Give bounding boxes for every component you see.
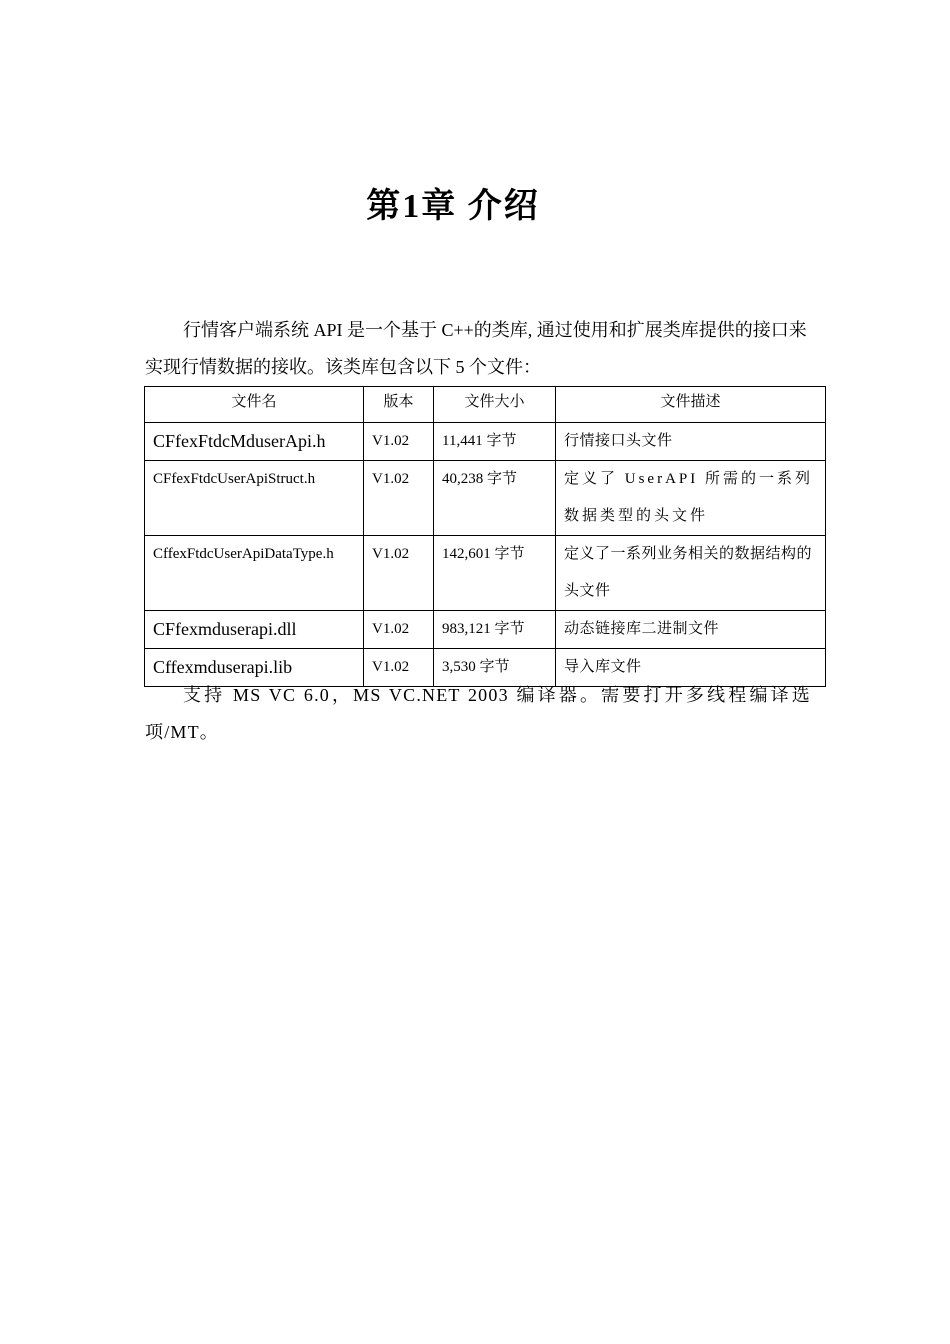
file-version-cell: V1.02 [364, 423, 434, 461]
file-size-cell: 11,441 字节 [434, 423, 556, 461]
table-row [145, 536, 826, 611]
file-name-cell: CffexFtdcUserApiDataType.h [145, 536, 364, 611]
file-version-cell: V1.02 [364, 536, 434, 611]
file-name-cell: CFfexmduserapi.dll [145, 611, 364, 649]
file-description-cell: 导入库文件 [556, 649, 826, 687]
column-header-name: 文件名 [145, 387, 364, 423]
file-table [144, 386, 826, 687]
file-size-cell: 983,121 字节 [434, 611, 556, 649]
column-header-size: 文件大小 [434, 387, 556, 423]
table-row [145, 461, 826, 536]
file-description-cell: 定义了一系列业务相关的数据结构的头文件 [556, 536, 826, 611]
file-description-cell: 动态链接库二进制文件 [556, 611, 826, 649]
column-header-version: 版本 [364, 387, 434, 423]
column-header-description: 文件描述 [556, 387, 826, 423]
file-description-cell: 定义了 UserAPI 所需的一系列数据类型的头文件 [556, 461, 826, 536]
file-version-cell: V1.02 [364, 649, 434, 687]
intro-paragraph: 行情客户端系统 API 是一个基于 C++的类库, 通过使用和扩展类库提供的接口来实现行情数据的接收。该类库包含以下 5 个文件： [145, 320, 807, 377]
file-size-cell: 40,238 字节 [434, 461, 556, 536]
chapter-title: 第1章 介绍 [366, 188, 540, 225]
table-row [145, 611, 826, 649]
file-name-cell: Cffexmduserapi.lib [145, 649, 364, 687]
table-header-row [145, 387, 826, 423]
table-row [145, 423, 826, 461]
file-description-cell: 行情接口头文件 [556, 423, 826, 461]
file-version-cell: V1.02 [364, 611, 434, 649]
file-size-cell: 142,601 字节 [434, 536, 556, 611]
file-name-cell: CFfexFtdcUserApiStruct.h [145, 461, 364, 536]
file-size-cell: 3,530 字节 [434, 649, 556, 687]
file-name-cell: CFfexFtdcMduserApi.h [145, 423, 364, 461]
compiler-support-paragraph: 支持 MS VC 6.0，MS VC.NET 2003 编译器。需要打开多线程编译选项/MT。 [145, 685, 811, 742]
file-version-cell: V1.02 [364, 461, 434, 536]
